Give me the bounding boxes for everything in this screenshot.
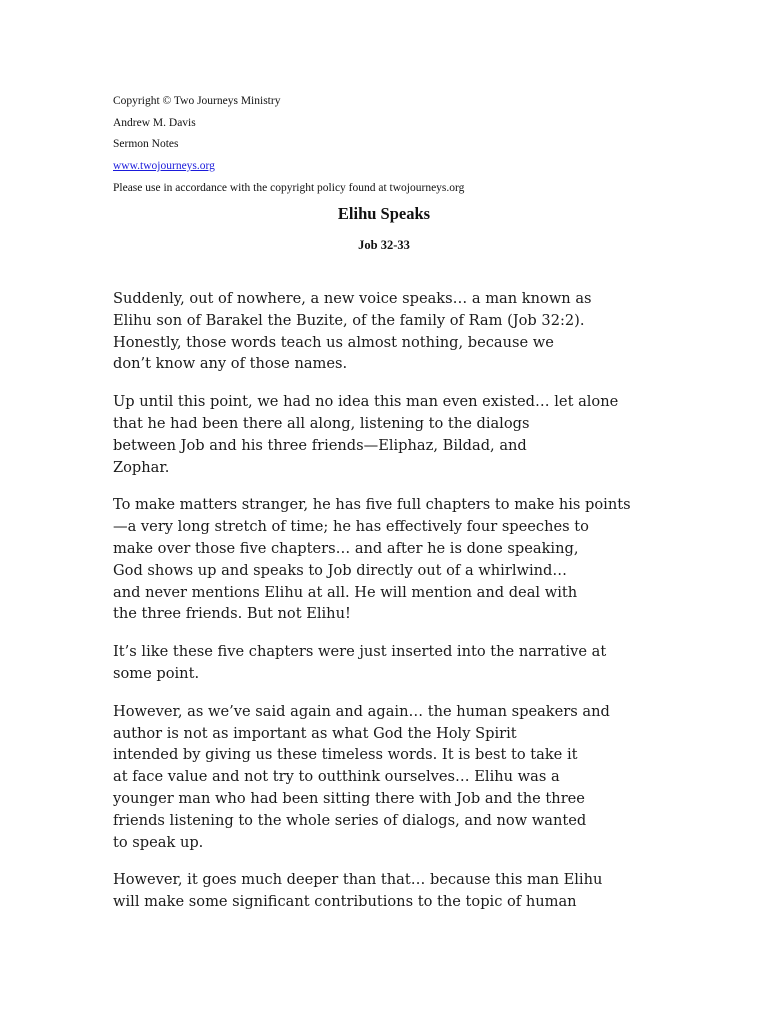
text-line: will make some significant contributions to the topic of human [113,893,577,911]
paragraph [113,869,673,913]
document-header [113,91,673,200]
text-line: don’t know any of those names. [113,355,348,373]
text-line: Elihu son of Barakel the Buzite, of the family of Ram (Job 32:2). [113,311,585,329]
policy-line: Please use in accordance with the copyright policy found at twojourneys.org [113,181,465,194]
text-line: Suddenly, out of nowhere, a new voice speaks… a man known as [113,290,592,307]
sermon-body [113,288,673,929]
author-line: Andrew M. Davis [113,116,196,129]
text-line: make over those five chapters… and after he is done speaking, [113,539,579,557]
website-link[interactable]: www.twojourneys.org [113,160,215,173]
text-line: younger man who had been sitting there with Job and the three [113,789,585,807]
text-line: at face value and not try to outthink ourselves… Elihu was a [113,768,560,786]
text-line: between Job and his three friends—Eliphaz, Bildad, and [113,436,527,454]
text-line: and never mentions Elihu at all. He will mention and deal with [113,583,578,601]
text-line: intended by giving us these timeless words. It is best to take it [113,746,578,764]
scripture-reference: Job 32-33 [358,238,410,252]
paragraph [113,701,673,854]
paragraph [113,641,673,685]
text-line: that he had been there all along, listening to the dialogs [113,414,530,432]
text-line: To make matters stranger, he has five full chapters to make his points [113,496,631,514]
text-line: friends listening to the whole series of dialogs, and now wanted [113,811,587,829]
website-line [113,156,673,178]
text-line: author is not as important as what God the Holy Spirit [113,724,517,742]
text-line: some point. [113,664,200,682]
text-line: Honestly, those words teach us almost nothing, because we [113,333,554,351]
doc-type-line: Sermon Notes [113,138,179,151]
text-line: Zophar. [113,458,170,476]
copyright-line: Copyright © Two Journeys Ministry [113,95,281,107]
text-line: However, it goes much deeper than that… because this man Elihu [113,871,603,889]
text-line: God shows up and speaks to Job directly out of a whirlwind… [113,561,567,579]
text-line: Up until this point, we had no idea this man even existed… let alone [113,393,619,411]
sermon-title: Elihu Speaks [337,204,431,223]
text-line: However, as we’ve said again and again… the human speakers and [113,702,610,720]
paragraph [113,391,673,478]
text-line: It’s like these five chapters were just inserted into the narrative at [113,643,607,661]
text-line: to speak up. [113,833,204,851]
text-line: the three friends. But not Elihu! [113,605,351,623]
text-line: —a very long stretch of time; he has effectively four speeches to [113,518,589,536]
paragraph [113,494,673,625]
paragraph [113,288,673,375]
